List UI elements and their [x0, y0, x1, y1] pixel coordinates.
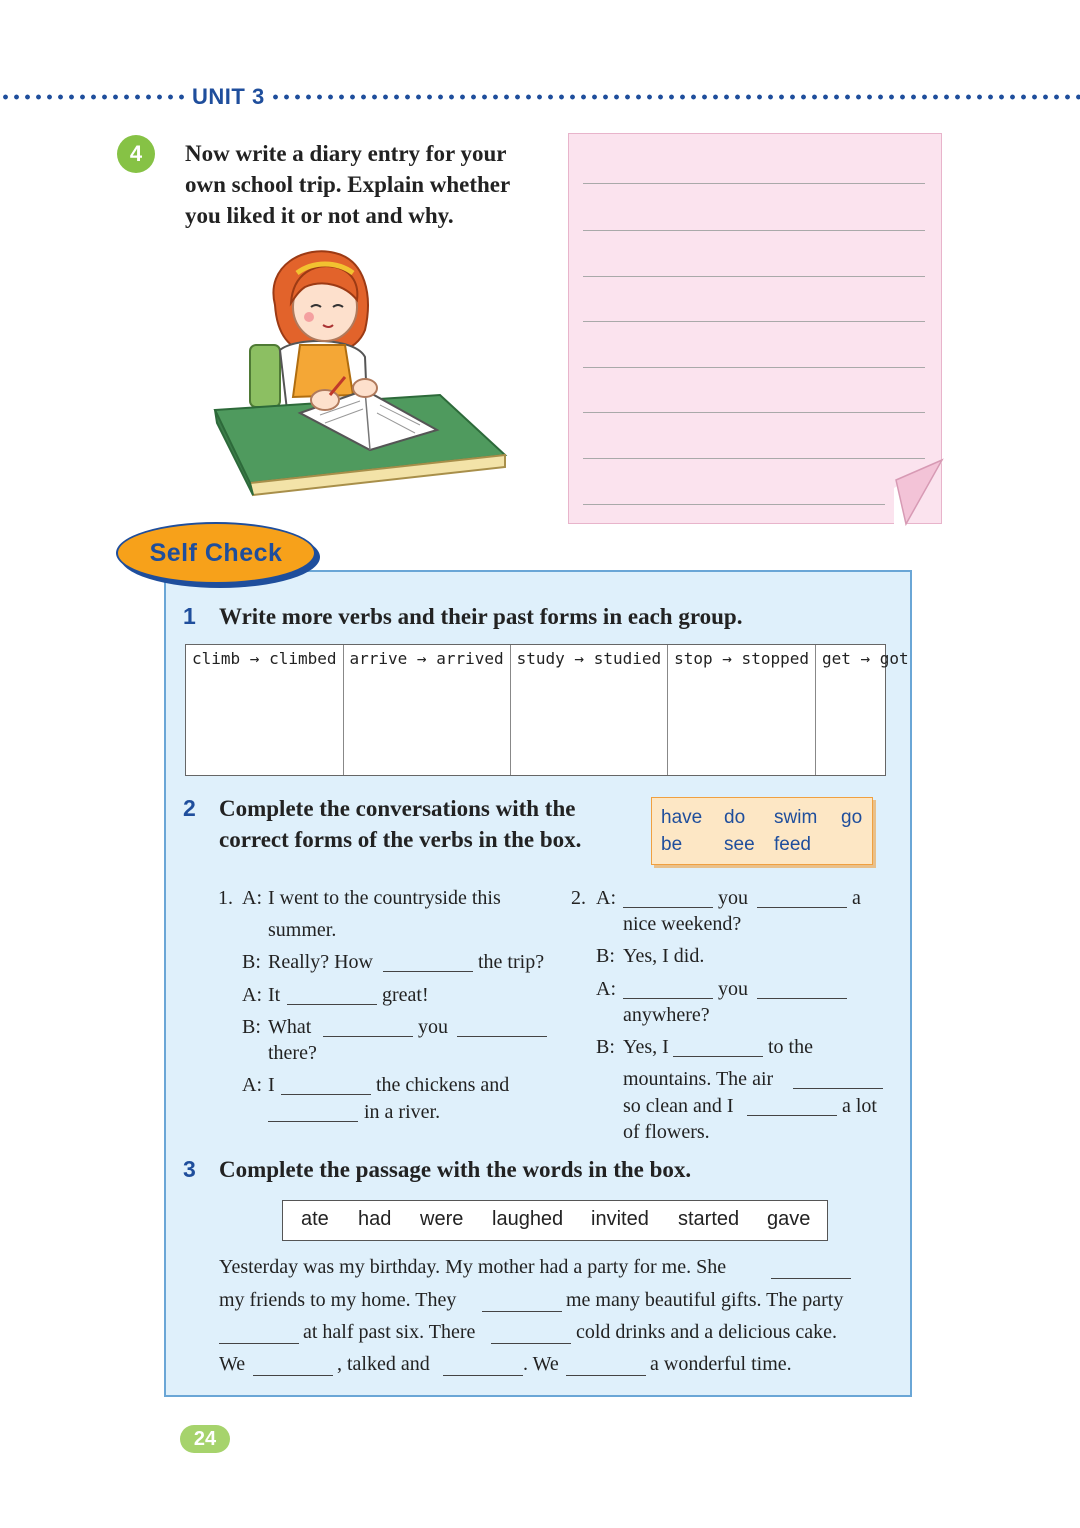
conv-text: anywhere? [623, 1004, 710, 1026]
answer-blank[interactable] [253, 1357, 333, 1376]
answer-blank[interactable] [457, 1018, 547, 1037]
task4-line: you liked it or not and why. [185, 203, 454, 228]
answer-blank[interactable] [747, 1097, 837, 1116]
passage-text: Yesterday was my birthday. My mother had a party for me. She [219, 1256, 727, 1278]
q2-word-box [651, 797, 873, 865]
answer-blank[interactable] [443, 1357, 523, 1376]
conv-text: so clean and I [623, 1095, 734, 1117]
conv-text: a [852, 887, 861, 909]
writing-paper[interactable] [568, 133, 942, 524]
answer-blank[interactable] [793, 1070, 883, 1089]
box-word: have [661, 807, 703, 828]
q3-word-box [282, 1200, 828, 1241]
answer-blank[interactable] [287, 986, 377, 1005]
passage-text: We [219, 1353, 246, 1375]
box-word: be [661, 834, 683, 855]
box-word: go [841, 807, 863, 828]
conv-text: Really? How [268, 951, 373, 973]
passage-text: cold drinks and a delicious cake. [576, 1321, 838, 1343]
verb-column[interactable]: study → studied [511, 645, 669, 775]
answer-blank[interactable] [482, 1293, 562, 1312]
task4-line: Now write a diary entry for your [185, 141, 507, 166]
speaker-label: A: [242, 984, 262, 1006]
box-word: gave [767, 1208, 811, 1230]
q2-title-line: correct forms of the verbs in the box. [219, 827, 582, 852]
conv-text: of flowers. [623, 1121, 710, 1143]
conv-text: I went to the countryside this [268, 887, 501, 909]
passage-text: , talked and [337, 1353, 430, 1375]
answer-blank[interactable] [757, 889, 847, 908]
page-number: 24 [180, 1425, 230, 1453]
conv-text: summer. [268, 919, 337, 941]
speaker-label: B: [242, 951, 261, 973]
conv-text: I [268, 1074, 275, 1096]
conv-text: you [418, 1016, 448, 1038]
passage-text: my friends to my home. They [219, 1289, 457, 1311]
speaker-label: A: [242, 887, 262, 909]
conv-text: to the [768, 1036, 813, 1058]
speaker-label: A: [242, 1074, 262, 1096]
q1-title: Write more verbs and their past forms in each group. [219, 604, 743, 629]
q2-title-line: Complete the conversations with the [219, 796, 576, 821]
speaker-label: B: [596, 1036, 615, 1058]
conv-text: there? [268, 1042, 317, 1064]
answer-blank[interactable] [673, 1038, 763, 1057]
conv-text: Yes, I did. [623, 945, 705, 967]
conv-text: in a river. [364, 1101, 441, 1123]
conv-text: Yes, I [623, 1036, 669, 1058]
conv-text: nice weekend? [623, 913, 742, 935]
box-word: had [358, 1208, 392, 1230]
box-word: ate [301, 1208, 329, 1230]
answer-blank[interactable] [566, 1357, 646, 1376]
self-check-label: Self Check [149, 538, 283, 567]
passage-text: me many beautiful gifts. The party [566, 1289, 844, 1311]
q2-title [219, 793, 581, 855]
q1-number: 1 [183, 603, 196, 629]
speaker-label: A: [596, 887, 616, 909]
speaker-label: B: [596, 945, 615, 967]
unit-label: UNIT 3 [192, 84, 265, 109]
box-word: do [724, 807, 746, 828]
answer-blank[interactable] [219, 1325, 299, 1344]
answer-blank[interactable] [491, 1325, 571, 1344]
answer-blank[interactable] [623, 889, 713, 908]
conv2-number: 2. [571, 887, 586, 909]
speaker-label: A: [596, 978, 616, 1000]
task4-instructions [185, 138, 565, 231]
answer-blank[interactable] [383, 953, 473, 972]
verb-column[interactable]: arrive → arrived [344, 645, 511, 775]
conv-text: mountains. The air [623, 1068, 774, 1090]
conv-text: you [718, 978, 748, 1000]
dotted-rule-left [0, 92, 188, 102]
girl-writing-illustration [205, 245, 510, 500]
conv-text: It [268, 984, 281, 1006]
answer-blank[interactable] [281, 1076, 371, 1095]
conv1-number: 1. [218, 887, 233, 909]
answer-blank[interactable] [268, 1103, 358, 1122]
q3-number: 3 [183, 1156, 196, 1182]
box-word: swim [774, 807, 818, 828]
dotted-rule-right [270, 92, 1080, 102]
box-word: invited [591, 1208, 649, 1230]
box-word: were [420, 1208, 464, 1230]
verb-column[interactable]: stop → stopped [668, 645, 816, 775]
box-word: laughed [492, 1208, 564, 1230]
conv-text: you [718, 887, 748, 909]
box-word: see [724, 834, 755, 855]
q2-number: 2 [183, 795, 196, 821]
speaker-label: B: [242, 1016, 261, 1038]
answer-blank[interactable] [771, 1260, 851, 1279]
conv-text: the chickens and [376, 1074, 510, 1096]
verb-table[interactable] [185, 644, 909, 776]
q3-title: Complete the passage with the words in the box. [219, 1157, 692, 1182]
answer-blank[interactable] [623, 980, 713, 999]
self-check-badge [116, 522, 316, 584]
box-word: feed [774, 834, 811, 855]
verb-column[interactable]: get → got [821, 649, 909, 668]
passage-text: at half past six. There [303, 1321, 476, 1343]
box-word: started [678, 1208, 740, 1230]
passage-text: . We [523, 1353, 559, 1375]
answer-blank[interactable] [757, 980, 847, 999]
answer-blank[interactable] [323, 1018, 413, 1037]
conv-text: the trip? [478, 951, 545, 973]
task4-line: own school trip. Explain whether [185, 172, 511, 197]
conv-text: What [268, 1016, 312, 1038]
conv-text: a lot [842, 1095, 877, 1117]
task4-number: 4 [117, 135, 155, 173]
page-curl-icon [894, 458, 944, 526]
passage-text: a wonderful time. [650, 1353, 792, 1375]
conv-text: great! [382, 984, 429, 1006]
verb-column[interactable]: climb → climbed [186, 645, 344, 775]
